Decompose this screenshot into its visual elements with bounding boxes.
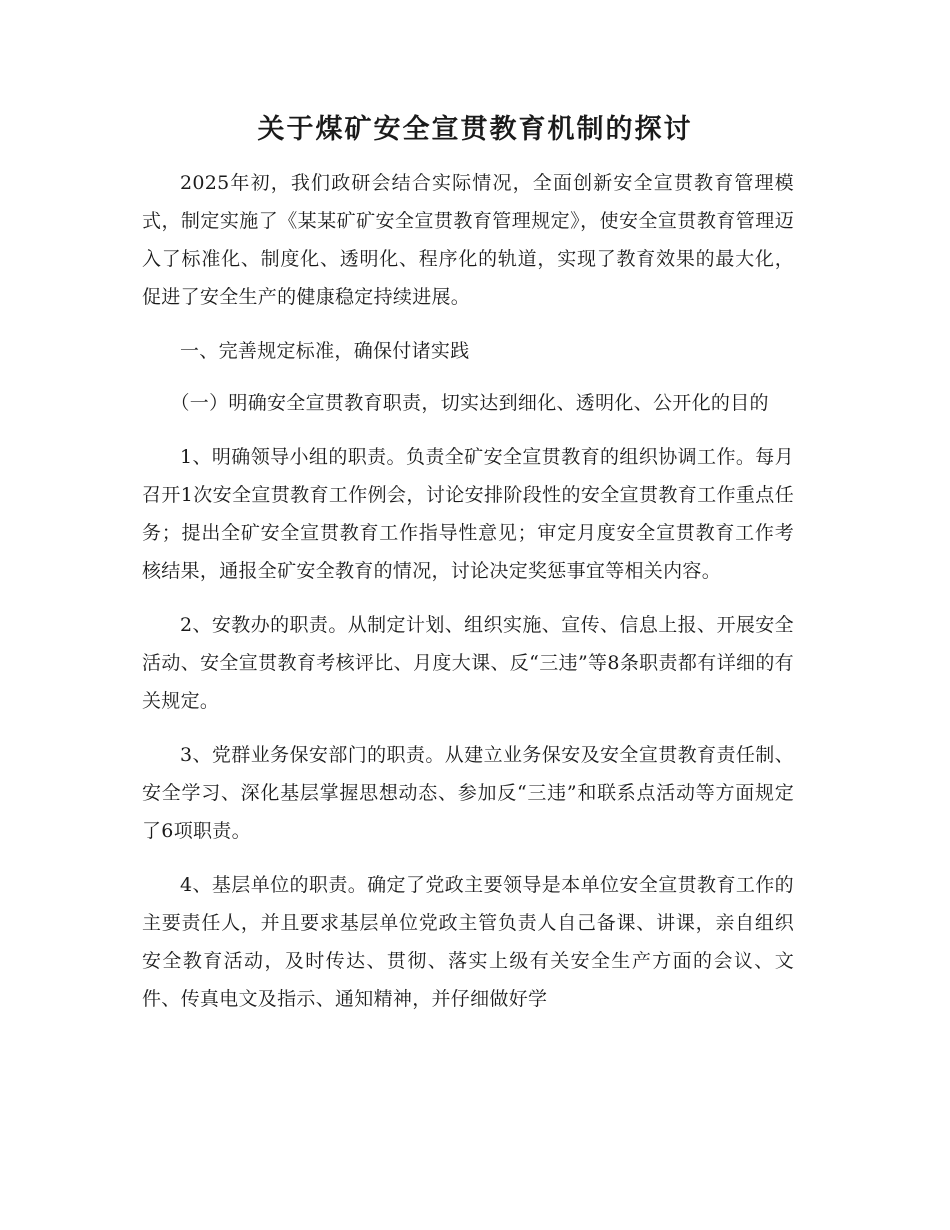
- intro-paragraph: 2025年初，我们政研会结合实际情况，全面创新安全宣贯教育管理模式，制定实施了《某某矿矿安全宣贯教育管理规定》，使安全宣贯教育管理迈入了标准化、制度化、透明化、程序化的轨道，实现了教育效果的最大化，促进了安全生产的健康稳定持续进展。: [142, 172, 794, 308]
- list-item-party-dept-duty: 3、党群业务保安部门的职责。从建立业务保安及安全宣贯教育责任制、安全学习、深化基层掌握思想动态、参加反“三违”和联系点活动等方面规定了6项职责。: [142, 744, 794, 842]
- document-body: [142, 164, 794, 1034]
- list-item-safety-office-duty: 2、安教办的职责。从制定计划、组织实施、宣传、信息上报、开展安全活动、安全宣贯教育考核评比、月度大课、反“三违”等8条职责都有详细的有关规定。: [142, 614, 794, 712]
- section-heading: 一、完善规定标准，确保付诸实践: [180, 340, 470, 362]
- document-title: 关于煤矿安全宣贯教育机制的探讨: [257, 114, 693, 145]
- subsection-heading: （一）明确安全宣贯教育职责，切实达到细化、透明化、公开化的目的: [170, 392, 769, 414]
- list-item-grassroots-duty: 4、基层单位的职责。确定了党政主要领导是本单位安全宣贯教育工作的主要责任人，并且要求基层单位党政主管负责人自己备课、讲课，亲自组织安全教育活动，及时传达、贯彻、落实上级有关安全生产方面的会议、文件、传真电文及指示、通知精神，并仔细做好学: [142, 874, 794, 1010]
- list-item-leadership-duty: 1、明确领导小组的职责。负责全矿安全宣贯教育的组织协调工作。每月召开1次安全宣贯教育工作例会，讨论安排阶段性的安全宣贯教育工作重点任务；提出全矿安全宣贯教育工作指导性意见；审定月度安全宣贯教育工作考核结果，通报全矿安全教育的情况，讨论决定奖惩事宜等相关内容。: [142, 446, 794, 582]
